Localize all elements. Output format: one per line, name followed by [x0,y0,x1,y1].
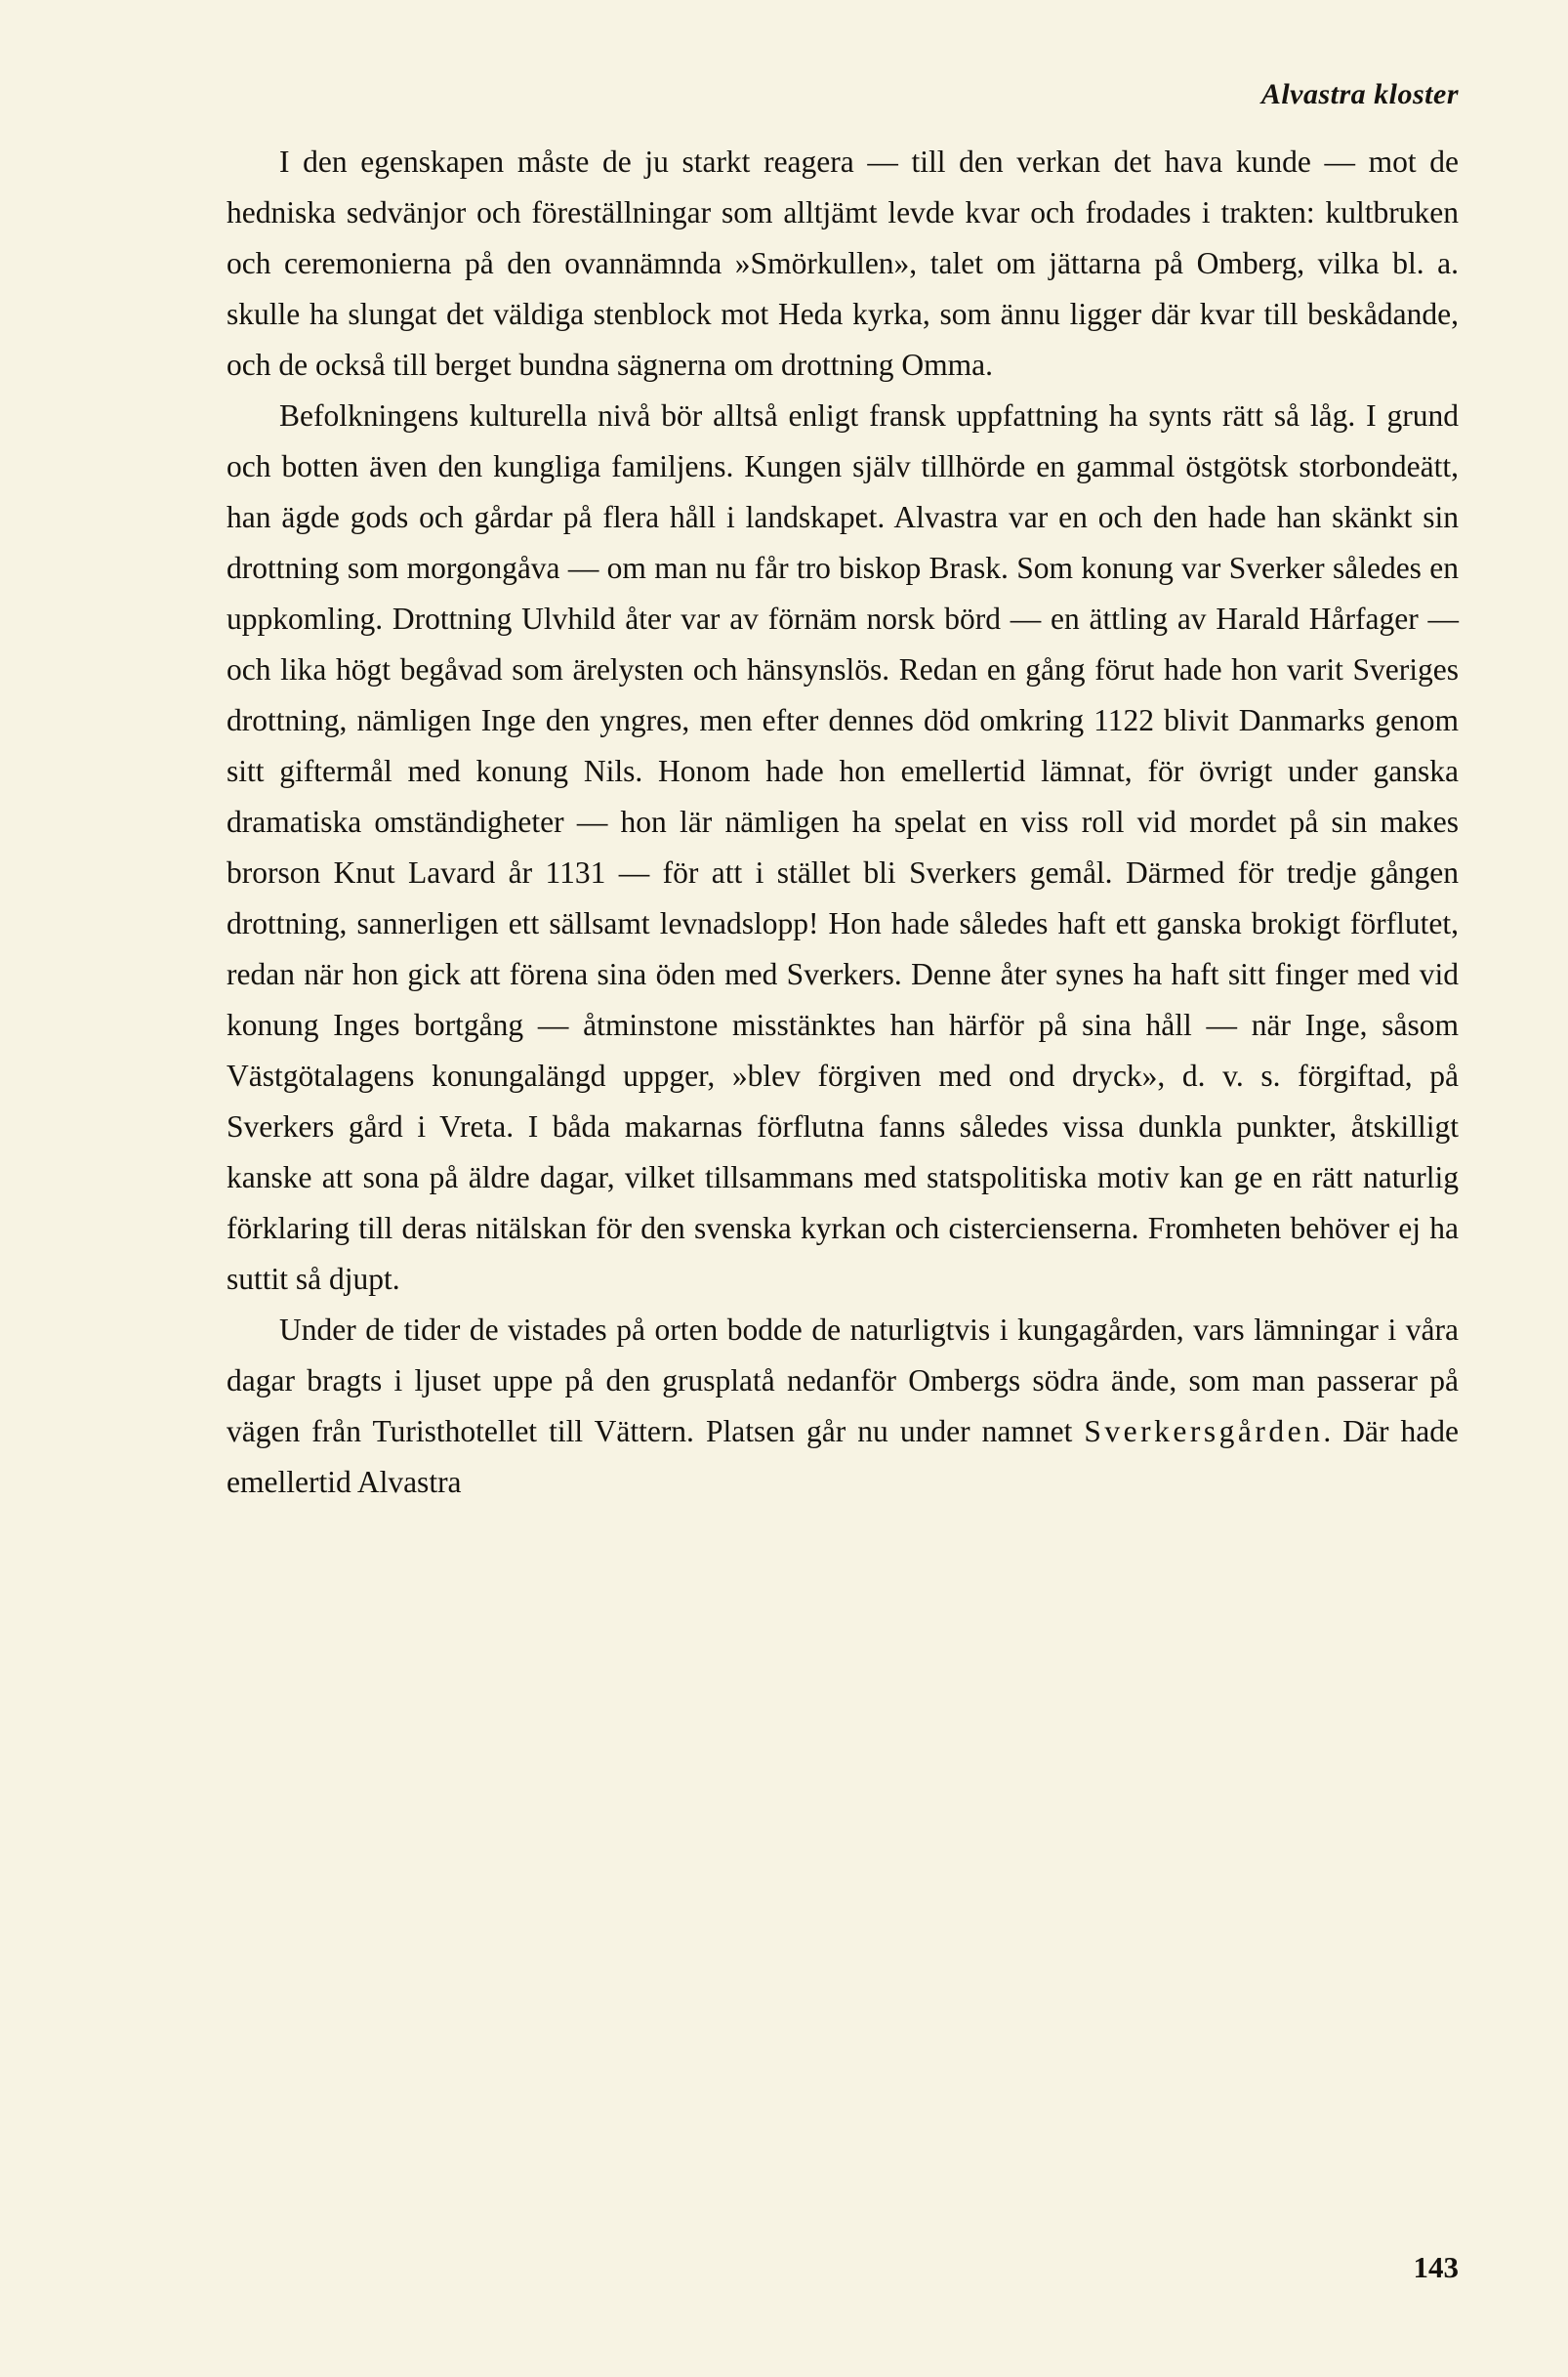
page-text-block [227,78,1459,1508]
paragraph-3-spaced-term: Sverkersgården [1084,1414,1324,1448]
paragraph-3 [227,1305,1459,1508]
paragraph-3-text-before: Under de tider de vistades på orten bodde de naturligtvis i kungagården, vars lämningar i våra dagar bragts i ljuset uppe på den grusplatå nedanför Ombergs södra ände, som man passerar på vägen från Turisthotellet till Vättern. Platsen går nu under namnet [227,1313,1459,1448]
paragraph-1: I den egenskapen måste de ju starkt reagera — till den verkan det hava kunde — mot de hedniska sedvänjor och föreställningar som alltjämt levde kvar och frodades i trakten: kultbruken och ceremonierna på den ovannämnda »Smörkullen», talet om jättarna på Omberg, vilka bl. a. skulle ha slungat det väldiga stenblock mot Heda kyrka, som ännu ligger där kvar till beskådande, och de också till berget bundna sägnerna om drottning Omma. [227,145,1459,382]
page-number: 143 [1413,2250,1459,2284]
running-head: Alvastra kloster [1260,78,1459,110]
paragraph-3-text-after: . Där hade emellertid Alvastra [227,1414,1459,1499]
paragraph-2: Befolkningens kulturella nivå bör alltså enligt fransk uppfattning ha synts rätt så låg. I grund och botten även den kungliga familjens. Kungen själv tillhörde en gammal östgötsk storbondeätt, han ägde gods och gårdar på flera håll i landskapet. Alvastra var en och den hade han skänkt sin drottning som morgongåva — om man nu får tro biskop Brask. Som konung var Sverker således en uppkomling. Drottning Ulvhild åter var av förnäm norsk börd — en ättling av Harald Hårfager — och lika högt begåvad som ärelysten och hänsynslös. Redan en gång förut hade hon varit Sveriges drottning, nämligen Inge den yngres, men efter dennes död omkring 1122 blivit Danmarks genom sitt giftermål med konung Nils. Honom hade hon emellertid lämnat, för övrigt under ganska dramatiska omständigheter — hon lär nämligen ha spelat en viss roll vid mordet på sin makes brorson Knut Lavard år 1131 — för att i stället bli Sverkers gemål. Därmed för tredje gången drottning, sannerligen ett sällsamt levnadslopp! Hon hade således haft ett ganska brokigt förflutet, redan när hon gick att förena sina öden med Sverkers. Denne åter synes ha haft sitt finger med vid konung Inges bortgång — åtminstone misstänktes han härför på sina håll — när Inge, såsom Västgötalagens konungalängd uppger, »blev förgiven med ond dryck», d. v. s. förgiftad, på Sverkers gård i Vreta. I båda makarnas förflutna fanns således vissa dunkla punkter, åtskilligt kanske att sona på äldre dagar, vilket tillsammans med statspolitiska motiv kan ge en rätt naturlig förklaring till deras nitälskan för den svenska kyrkan och cistercienserna. Fromheten behöver ej ha suttit så djupt. [227,398,1459,1296]
